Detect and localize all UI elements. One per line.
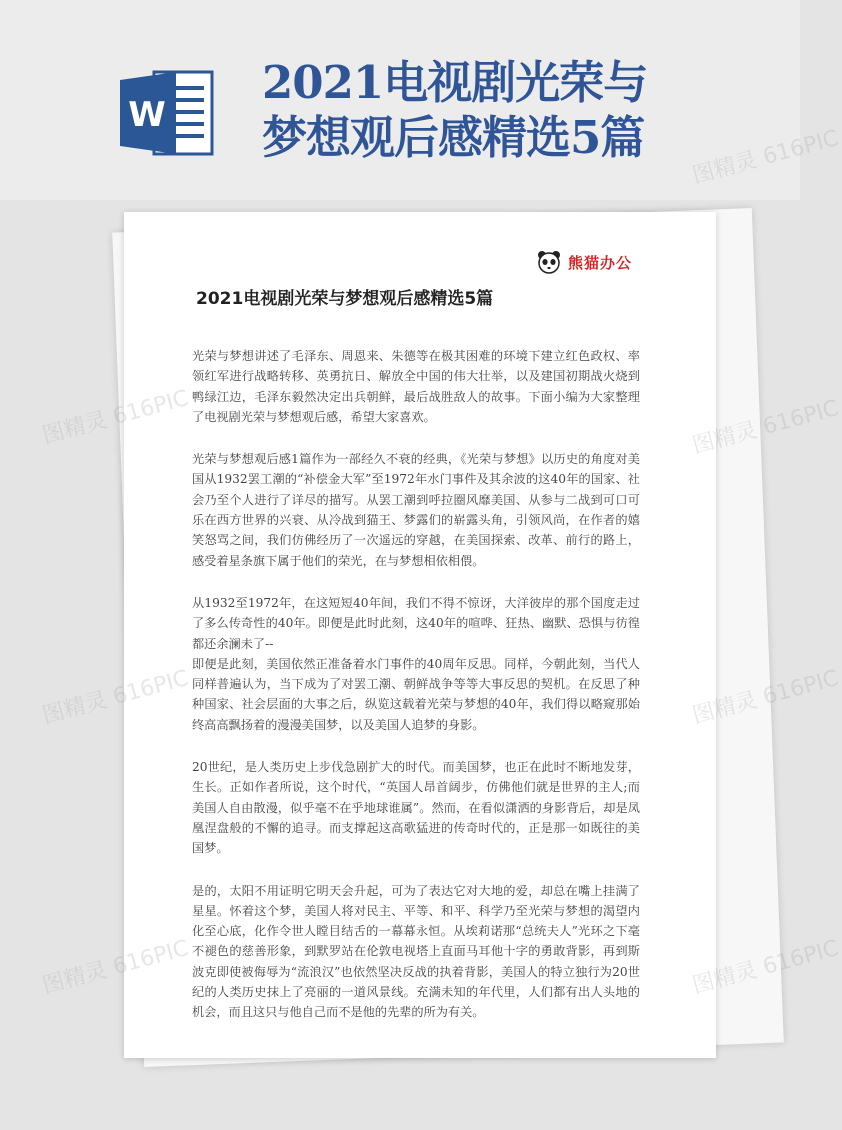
watermark: 图精灵 616PIC	[39, 385, 192, 449]
paragraph-3	[192, 593, 640, 735]
watermark: 图精灵 616PIC	[689, 125, 842, 189]
paragraph-2: 光荣与梦想观后感1篇作为一部经久不衰的经典，《光荣与梦想》以历史的角度对美国从1932罢工潮的“补偿金大军”至1972年水门事件及其余波的这40年的国家、社会乃至个人进行了详尽的描写。从罢工潮到呼拉圈风靡美国、从参与二战到可口可乐在西方世界的兴衰、从冷战到猫王、梦露们的崭露头角，引领风尚，在作者的嬉笑怒骂之间，我们仿佛经历了一次遥远的穿越，在美国探索、改革、前行的路上，感受着星条旗下属于他们的荣光，在与梦想相依相偎。	[192, 452, 640, 568]
header-banner	[0, 0, 800, 200]
paragraph-3-part-2: 即便是此刻，美国依然正准备着水门事件的40周年反思。同样，今朝此刻，当代人同样普遍认为，当下成为了对罢工潮、朝鲜战争等等大事反思的契机。在反思了种种国家、社会层面的大事之后，纵览这载着光荣与梦想的40年，我们得以略窥那始终高高飘扬着的漫漫美国梦，以及美国人追梦的身影。	[192, 656, 640, 732]
title-line-2: 梦想观后感精选5篇	[262, 111, 645, 164]
brand-logo	[536, 248, 632, 276]
watermark: 图精灵 616PIC	[689, 665, 842, 729]
page-title: 2021电视剧光荣与梦想观后感精选5篇	[196, 289, 494, 309]
brand-text: 熊猫办公	[567, 253, 632, 272]
watermark: 图精灵 616PIC	[39, 935, 192, 999]
paragraph-4: 20世纪，是人类历史上步伐急剧扩大的时代。而美国梦，也正在此时不断地发芽，生长。正如作者所说，这个时代，“英国人昂首阔步，仿佛他们就是世界的主人;而美国人自由散漫，似乎毫不在乎地球谁属”。然而，在看似潇洒的身影背后，却是凤凰涅盘般的不懈的追寻。而支撑起这高歌猛进的传奇时代的，正是那一如既往的美国梦。	[192, 760, 640, 856]
panda-icon	[536, 249, 562, 275]
paragraph-3-part-1: 从1932至1972年，在这短短40年间，我们不得不惊讶，大洋彼岸的那个国度走过了多么传奇性的40年。即便是此时此刻，这40年的喧哗、狂热、幽默、恐惧与彷徨都还余澜未了--	[192, 595, 640, 651]
watermark: 图精灵 616PIC	[689, 935, 842, 999]
watermark: 图精灵 616PIC	[689, 395, 842, 459]
document-page	[124, 212, 716, 1058]
svg-text:W: W	[128, 95, 166, 135]
watermark: 图精灵 616PIC	[39, 665, 192, 729]
paragraph-5: 是的，太阳不用证明它明天会升起，可为了表达它对大地的爱，却总在嘴上挂满了星星。怀着这个梦，美国人将对民主、平等、和平、科学乃至光荣与梦想的渴望内化至心底，化作令世人瞠目结舌的一幕幕永恒。从埃莉诺那“总统夫人”光环之下毫不褪色的慈善形象，到默罗站在伦敦电视塔上直面马耳他十字的勇敢背影，再到斯波克即使被侮辱为“流浪汉”也依然坚决反战的执着背影，美国人的特立独行为20世纪的人类历史抹上了亮丽的一道风景线。充满未知的年代里，人们都有出人头地的机会，而且这只与他自己而不是他的先辈的所为有关。	[192, 883, 640, 1020]
document-main-title	[262, 55, 782, 165]
title-line-1: 2021电视剧光荣与	[262, 56, 648, 109]
paragraph-1: 光荣与梦想讲述了毛泽东、周恩来、朱德等在极其困难的环境下建立红色政权、率领红军进行战略转移、英勇抗日、解放全中国的伟大壮举，以及建国初期战火烧到鸭绿江边，毛泽东毅然决定出兵朝鲜，最后战胜敌人的故事。下面小编为大家整理了电视剧光荣与梦想观后感，希望大家喜欢。	[192, 349, 640, 424]
word-doc-icon	[120, 68, 216, 158]
document-body	[192, 346, 640, 1045]
